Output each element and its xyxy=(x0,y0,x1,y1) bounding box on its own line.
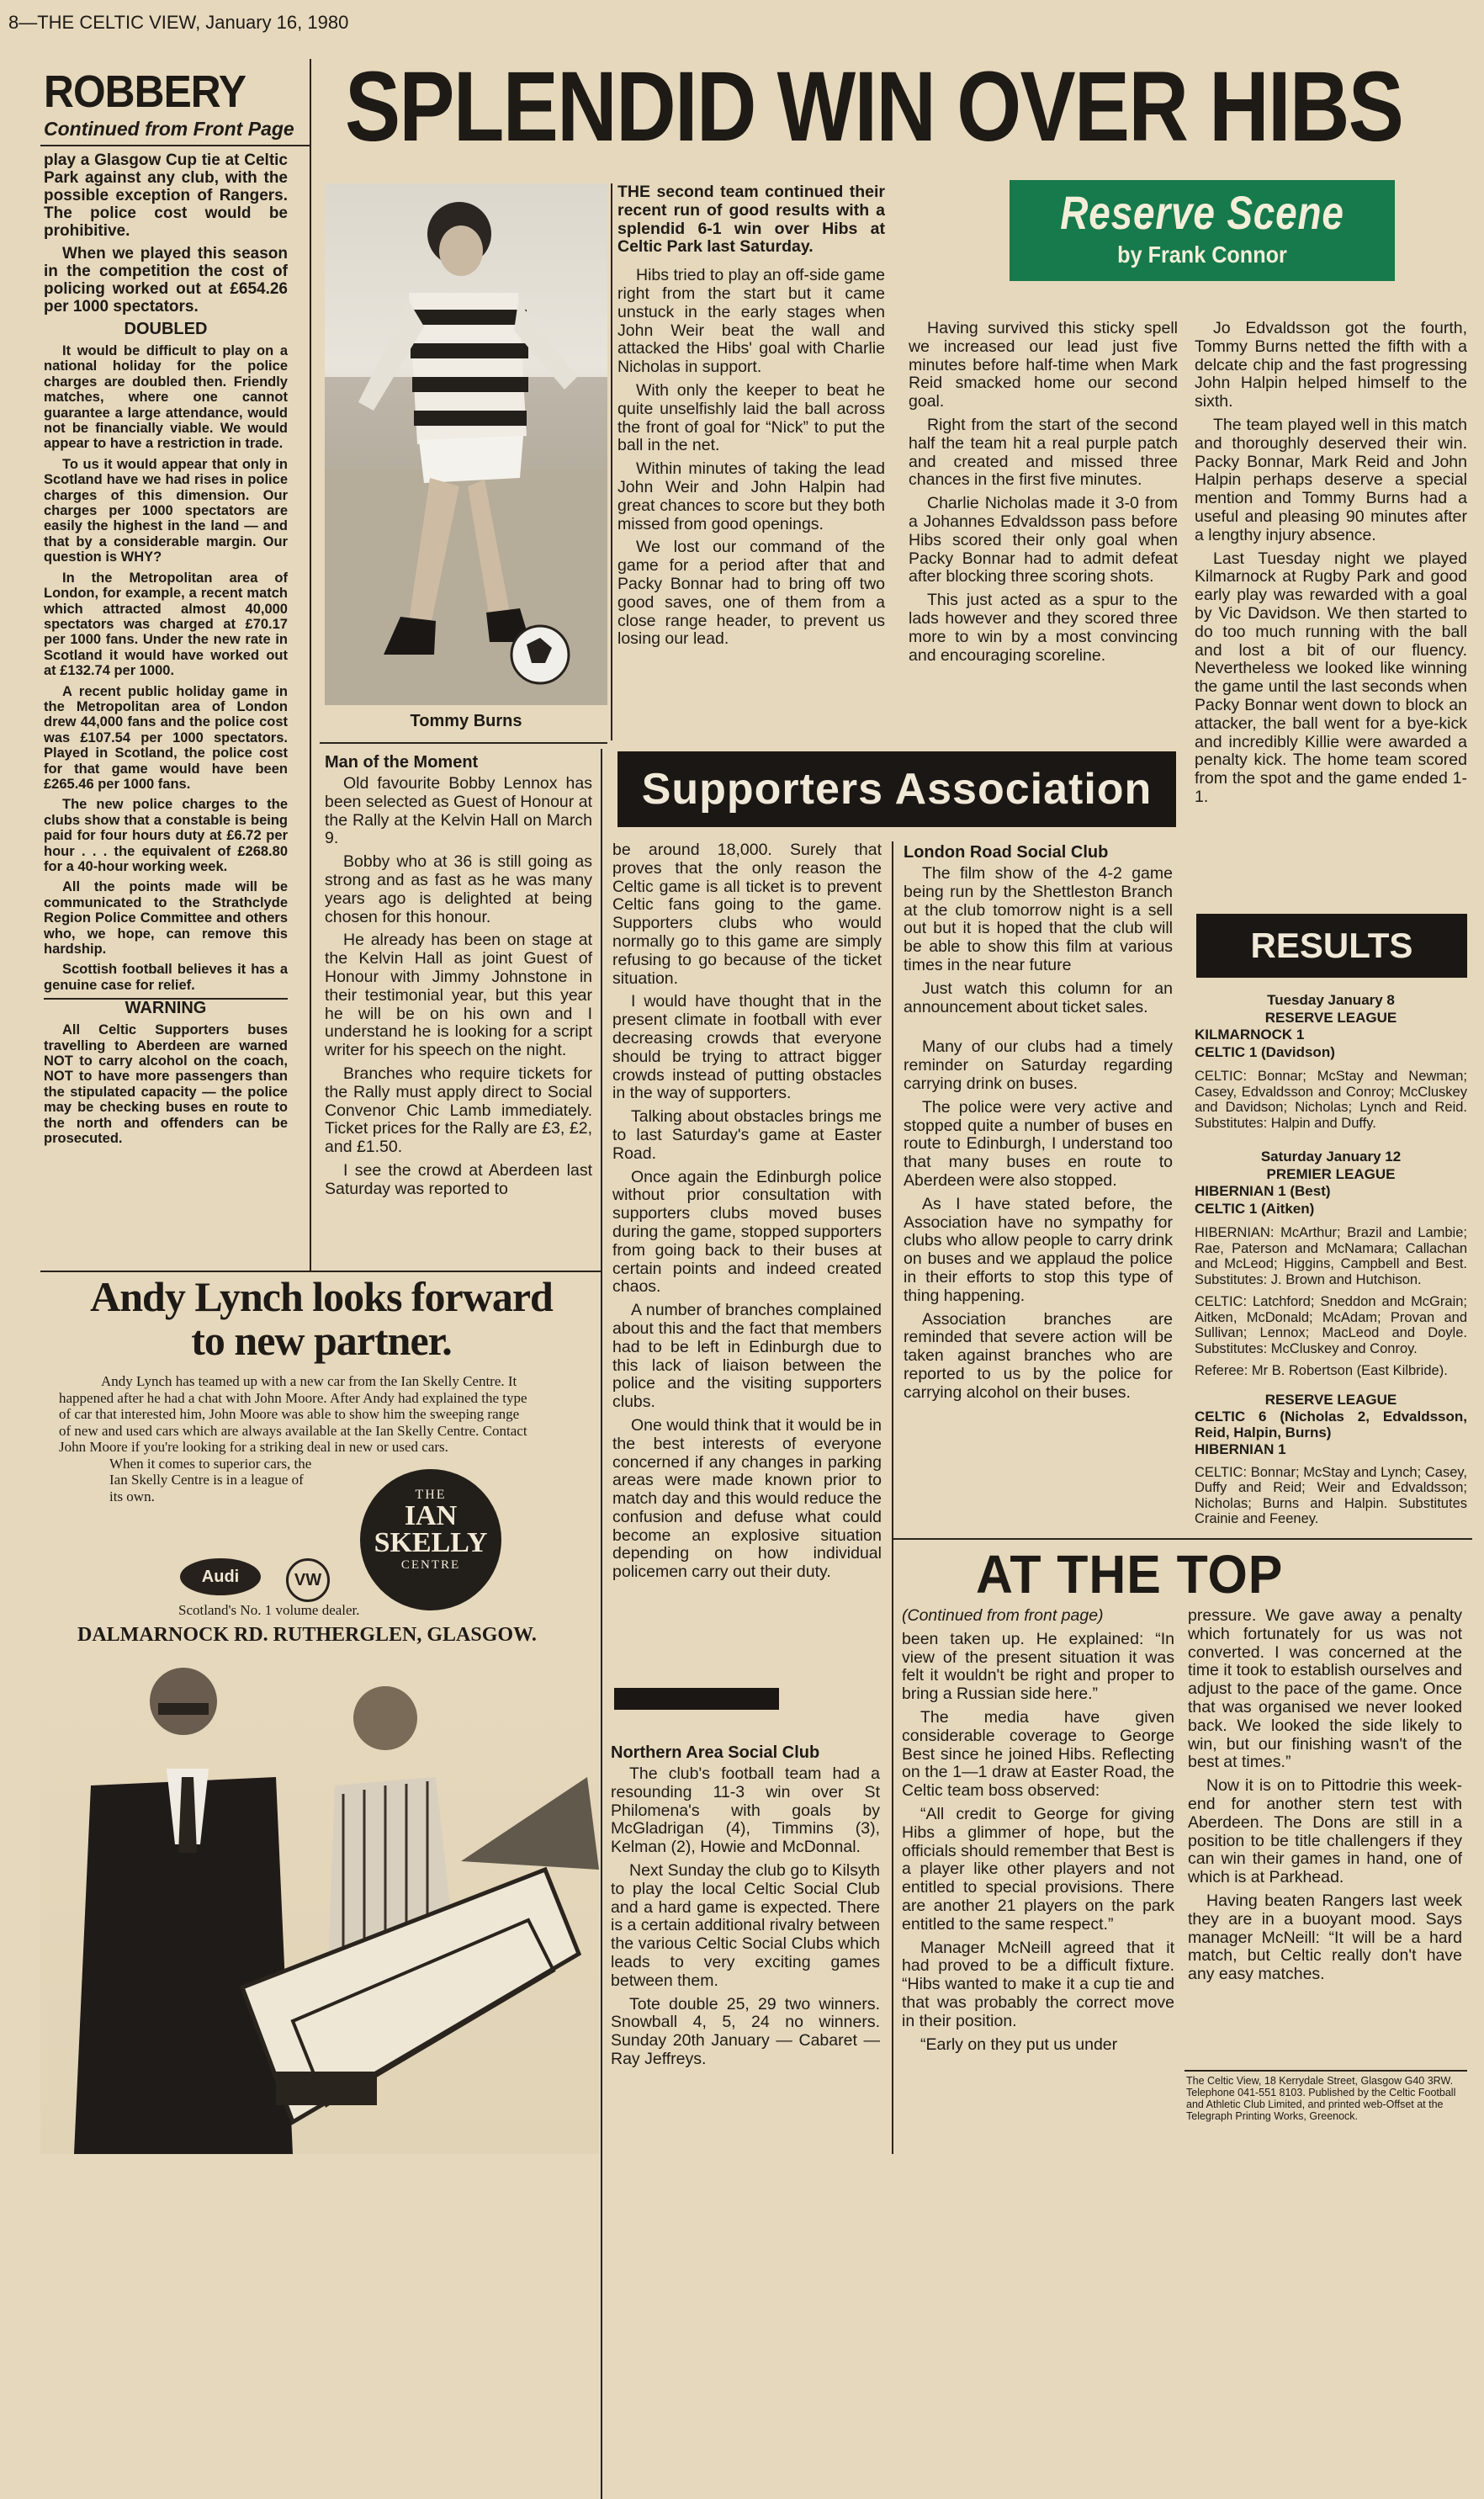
page-folio: 8—THE CELTIC VIEW, January 16, 1980 xyxy=(8,12,349,33)
moment-rule xyxy=(601,749,602,2499)
photo-column-rule xyxy=(611,183,612,740)
robbery-warning-text: All Celtic Supporters buses travelling to Aberdeen are warned NOT to carry alcohol on the coach, NOT to have more passengers than the stipulated capacity — the police may be checking buses en route to the north and offenders can be prosecuted. xyxy=(44,1022,288,1147)
sup-c3-p4: Association branches are reminded that severe action will be taken against branches who are reported to us by the police for carrying alcohol on their buses. xyxy=(904,1309,1173,1402)
sup-p4: Once again the Edinburgh police without prior consultation with supporters clubs moved buses during the game, stopped supporters from going back to their buses at certain points and indeed created chaos. xyxy=(612,1167,882,1297)
top-c1-p2: The media have given considerable coverage to George Best since he joined Hibs. Reflecting on the 1—1 draw at Easter Road, the Celtic team boss observed: xyxy=(902,1707,1174,1801)
robbery-p3: It would be difficult to play on a national holiday for the police charges are doubled then. Friendly matches, where one cannot guarantee a large attendance, would not be financially viable. We would appear to have a restriction in trade. xyxy=(44,343,288,452)
ad-body-text: Andy Lynch has teamed up with a new car from the Ian Skelly Centre. It happened after he had a chat with John Moore. After Andy had explained the type of car that interested him, John Moore was able to show him the sweeping range of new and used cars which are always available at the Ian Skelly Centre. Contact John Moore if you're looking for a striking deal in new or used cars. xyxy=(59,1373,527,1455)
robbery-body xyxy=(44,151,288,1152)
robbery-p7: The new police charges to the clubs show that a constable is being paid for four hours duty at £6.72 per hour . . . the equivalent of £268.80 for a 40-hour working week. xyxy=(44,797,288,874)
sup-p1: be around 18,000. Surely that proves that the only reason the Celtic game is all ticket is to prevent Celtic fans going to the game. Supporters clubs who would normally go to this game are simply refusing to go because of the ticket situation. xyxy=(612,841,882,988)
res1-team1: KILMARNOCK 1 xyxy=(1195,1027,1305,1043)
res1-lineup: CELTIC: Bonnar; McStay and Newman; Casey, Edvaldsson and Conroy; McCluskey and Davidson; Nicholas; Lynch and Reid. Substitutes: Halpin and Duffy. xyxy=(1195,1069,1467,1131)
res3-league: RESERVE LEAGUE xyxy=(1264,1391,1397,1408)
hibs-article-col1 xyxy=(617,183,885,654)
imprint: The Celtic View, 18 Kerrydale Street, Glasgow G40 3RW. Telephone 041-551 8103. Published by the Celtic Football and Athletic Club Limited, and printed web-Offset at the Telegraph Printing Works, Greenock. xyxy=(1186,2075,1456,2122)
top-c1-p1: been taken up. He explained: “In view of the present situation it was felt it wouldn't be right and proper to bring a Russian side here.” xyxy=(902,1629,1174,1704)
sup-c3-p1: Many of our clubs had a timely reminder on Saturday regarding carrying drink on buses. xyxy=(904,1037,1173,1093)
main-headline: SPLENDID WIN OVER HIBS xyxy=(345,51,1403,162)
robbery-sub-doubled: DOUBLED xyxy=(124,320,208,338)
hibs-lede: THE second team continued their recent run of good results with a splendid 6-1 win over Hibs at Celtic Park last Saturday. xyxy=(617,183,885,257)
at-the-top-title: AT THE TOP xyxy=(976,1544,1284,1605)
badge-centre: CENTRE xyxy=(400,1558,461,1572)
sup-p2: I would have thought that in the present climate in football with ever decreasing crowds that everyone should be trying to attract bigger crowds instead of putting obstacles in the way of supporters. xyxy=(612,992,882,1103)
vw-logo: VW xyxy=(286,1558,330,1602)
hibs-p4: We lost our command of the game for a period after that and Packy Bonnar had to bring off two good saves, one of them from a close range header, to prevent us losing our lead. xyxy=(617,538,885,649)
top-c1-p3: “All credit to George for giving Hibs a glimmer of hope, but the officials should remember that Best is a player like other players and not entitled to special provisions. There are another 21 players on the park entitled to the same respect.” xyxy=(902,1804,1174,1934)
northern-p2: Next Sunday the club go to Kilsyth to play the local Celtic Social Club and a hard game is expected. There is a certain additional rivalry between the various Celtic Social Clubs which leads to very exciting games between them. xyxy=(611,1860,880,1990)
moment-p3: He already has been on stage at the Kelvin Hall as joint Guest of Honour with Jimmy Johnstone in their testimonial year, but this year he will be on his own and I understand he is looking for a script writer for his speech on the night. xyxy=(325,931,592,1060)
tommy-burns-photo xyxy=(325,183,607,705)
results-banner: RESULTS xyxy=(1196,914,1467,978)
robbery-p4: To us it would appear that only in Scotland have we had rises in police charges of this dimension. Our charges per 1000 spectators are easily the highest in the land — and that by a considerable margin. Our question is WHY? xyxy=(44,456,288,565)
top-c1-p5: “Early on they put us under xyxy=(920,2035,1118,2054)
sup-c3-p2: The police were very active and stopped quite a number of buses en route to Edinburgh, I understand too that many buses en route to Aberdeen were also stopped. xyxy=(904,1097,1173,1190)
hibs-p3: Within minutes of taking the lead John Weir and John Halpin had great chances to score but they both missed from good openings. xyxy=(617,459,885,533)
moment-p5: I see the crowd at Aberdeen last Saturday was reported to xyxy=(325,1160,592,1198)
robbery-title: ROBBERY xyxy=(44,66,246,117)
london-road-head: London Road Social Club xyxy=(904,843,1109,862)
top-rule xyxy=(892,1538,1472,1540)
sup-p6: One would think that it would be in the best interests of everyone concerned if any changes in parking areas were made known prior to match day and this would reduce the confusion and defuse what could become an explosive situation depending on how individual policemen carry out their duty. xyxy=(612,1415,882,1582)
ad-photo xyxy=(40,1651,599,2154)
ad-headline-2: to new partner. xyxy=(191,1317,452,1364)
london-p1: The film show of the 4-2 game being run by the Shettleston Branch at the club tomorrow night is a sell out but it is hoped that the club will be able to show this film at various times in the near future xyxy=(904,864,1173,974)
robbery-p8: All the points made will be communicated to the Strathclyde Region Police Committee and others who, we hope, can remove this hardship. xyxy=(44,879,288,958)
robbery-p5: In the Metropolitan area of London, for example, a recent match which attracted almost 40,000 spectators was charged at £70.17 per 1000 fans. Under the new rate in Scotland it would have worked out at £132.74 per 1000. xyxy=(44,570,288,679)
hibs-c3-p3: Charlie Nicholas made it 3-0 from a Johannes Edvaldsson pass before Hibs scored their only goal when Packy Bonnar had to admit defeat after blocking three scoring shots. xyxy=(909,494,1178,586)
player-illustration xyxy=(325,183,607,705)
northern-separator-bar xyxy=(614,1688,779,1710)
photo-rule xyxy=(320,742,607,744)
res1-date: Tuesday January 8 xyxy=(1267,992,1395,1008)
top-c2-p3: Having beaten Rangers last week they are in a buoyant mood. Says manager McNeill: “It will be a hard match, but Celtic really don't have any easy matches. xyxy=(1188,1891,1462,1984)
imprint-rule xyxy=(1185,2070,1467,2072)
supporters-col1 xyxy=(612,841,882,1587)
res2-league: PREMIER LEAGUE xyxy=(1266,1165,1396,1182)
northern-p1: The club's football team had a resounding 11-3 win over St Philomena's with goals by McGladrigan (4), Timmins (3), Kelman (2), Howie and McDonnal. xyxy=(611,1764,880,1857)
robbery-rule xyxy=(40,145,310,146)
res2-team2: CELTIC 1 (Aitken) xyxy=(1195,1200,1315,1217)
res2-lineup1: HIBERNIAN: McArthur; Brazil and Lambie; Rae, Paterson and McNamara; Callachan and McLeod; Higgins, Campbell and Best. Substitutes: J. Brown and Hutchison. xyxy=(1195,1225,1467,1287)
supporters-col2 xyxy=(904,843,1173,1408)
supporters-banner: Supporters Association xyxy=(617,751,1176,827)
northern-head: Northern Area Social Club xyxy=(611,1743,820,1762)
ad-headline-1: Andy Lynch looks forward xyxy=(90,1273,553,1320)
res3-lineup: CELTIC: Bonnar; McStay and Lynch; Casey, Duffy and Reid; Weir and Edvaldsson; Nicholas; Burns and Halpin. Substitutes Crainie and Feeney. xyxy=(1195,1464,1467,1526)
badge-name-1: IAN xyxy=(404,1500,458,1531)
ad-photo-illustration xyxy=(40,1651,599,2154)
at-the-top-col2 xyxy=(1188,1607,1462,1989)
res2-date: Saturday January 12 xyxy=(1260,1149,1402,1165)
ad-address: DALMARNOCK RD. RUTHERGLEN, GLASGOW. xyxy=(77,1624,537,1646)
robbery-column-rule xyxy=(310,59,311,1271)
man-of-the-moment xyxy=(325,753,592,1204)
photo-caption: Tommy Burns xyxy=(410,712,522,730)
robbery-p1: play a Glasgow Cup tie at Celtic Park against any club, with the possible exception of Rangers. The police cost would be prohibitive. xyxy=(44,151,288,240)
top-c2-p1: pressure. We gave away a penalty which fortunately for us was not converted. I was concerned at the time it took to establish ourselves and adjust to the pace of the game. Once that was organised we never looked back. We looked the side likely to win, but our finishing wasn't of the best at times.” xyxy=(1188,1606,1462,1772)
moment-head: Man of the Moment xyxy=(325,753,479,772)
res1-league: RESERVE LEAGUE xyxy=(1264,1009,1397,1026)
top-kicker: (Continued from front page) xyxy=(902,1606,1104,1625)
hibs-c4-p3: Last Tuesday night we played Kilmarnock at Rugby Park and good early play was rewarded with a goal by Vic Davidson. We then started to do too much running with the ball and lost a bit of our fluency. Nevertheless we looked like winning the game until the last seconds when Packy Bonnar went down to block an attacker, the ball went for a bye-kick and incredibly Killie were awarded a penalty kick. The home team scored from the spot and the game ended 1-1. xyxy=(1195,549,1467,806)
hibs-c3-p1: Having survived this sticky spell we increased our lead just five minutes before half-time when Mark Reid smacked home our second goal. xyxy=(909,319,1178,411)
robbery-p2: When we played this season in the competition the cost of policing worked out at £654.26 per 1000 spectators. xyxy=(44,245,288,316)
hibs-p2: With only the keeper to beat he quite unselfishly laid the ball across the front of goal for “Nick” to put the ball in the net. xyxy=(617,380,885,455)
hibs-c3-p4: This just acted as a spur to the lads however and they scored three more to win by a most convincing and encouraging scoreline. xyxy=(909,591,1178,665)
hibs-article-col2 xyxy=(909,320,1178,670)
moment-p4: Branches who require tickets for the Rally must apply direct to Social Convenor Chic Lamb immediately. Ticket prices for the Rally are £3, £2, and £1.50. xyxy=(325,1064,592,1157)
hibs-p1: Hibs tried to play an off-side game right from the start but it came unstuck in the early stages when John Weir beat the wall and attacked the Hibs' goal with Charlie Nicholas in support. xyxy=(617,266,885,377)
robbery-sub-warning: WARNING xyxy=(125,999,207,1018)
sup-p5: A number of branches complained about this and the fact that members had to be left in Edinburgh due to this lack of liaison between the police and the visiting supporters clubs. xyxy=(612,1301,882,1412)
robbery-p9: Scottish football believes it has a genuine case for relief. xyxy=(44,962,288,993)
reserve-scene-byline: by Frank Connor xyxy=(1117,241,1287,268)
moment-p1: Old favourite Bobby Lennox has been selected as Guest of Honour at the Rally at the Kelvin Hall on March 9. xyxy=(325,774,592,848)
ad-body-text-2: When it comes to superior cars, the Ian Skelly Centre is in a league of its own. xyxy=(109,1455,312,1504)
top-c1-p4: Manager McNeill agreed that it had proved to be a difficult fixture. “Hibs wanted to make it a cup tie and that was probably the correct move in their position. xyxy=(902,1938,1174,2030)
moment-p2: Bobby who at 36 is still going as strong and as fast as he was many years ago is delighted at being chosen for this honour. xyxy=(325,852,592,926)
at-the-top-col1 xyxy=(902,1607,1174,2059)
hibs-c4-p2: The team played well in this match and thoroughly deserved their win. Packy Bonnar, Mark Reid and John Halpin perhaps deserve a special mention and Tommy Burns had a useful and pleasing 90 minutes after a lengthy injury absence. xyxy=(1195,415,1467,544)
hibs-article-col3 xyxy=(1195,320,1467,812)
badge-name-2: SKELLY xyxy=(374,1527,488,1558)
supporters-rule xyxy=(892,841,893,2154)
ian-skelly-badge xyxy=(360,1469,501,1610)
sup-c3-p3: As I have stated before, the Association have no sympathy for clubs who allow people to carry drink on buses and we applaud the police in their efforts to stop this type of thing happening. xyxy=(904,1194,1173,1305)
robbery-p6: A recent public holiday game in the Metropolitan area of London drew 44,000 fans and the police cost was £107.54 per 1000 spectators. Played in Scotland, the police cost for that game would have been £265.46 per 1000 fans. xyxy=(44,683,288,792)
ad-dealer: Scotland's No. 1 volume dealer. xyxy=(178,1602,360,1618)
sup-p3: Talking about obstacles brings me to last Saturday's game at Easter Road. xyxy=(612,1107,882,1163)
hibs-c4-p1: Jo Edvaldsson got the fourth, Tommy Burns netted the fifth with a delcate chip and the fast progressing John Halpin helped himself to the sixth. xyxy=(1195,319,1467,411)
northern-area-social-club xyxy=(611,1743,880,2074)
res2-team1: HIBERNIAN 1 (Best) xyxy=(1195,1183,1331,1199)
results-list xyxy=(1195,993,1467,1529)
res1-team2: CELTIC 1 (Davidson) xyxy=(1195,1043,1335,1060)
audi-logo: Audi xyxy=(180,1558,261,1595)
res2-lineup2: CELTIC: Latchford; Sneddon and McGrain; Aitken, McDonald; McAdam; Provan and Sullivan; Lennox; MacLeod and Doyle. Substitutes: McCluskey and Conroy. xyxy=(1195,1294,1467,1356)
northern-p3: Tote double 25, 29 two winners. Snowball 4, 5, 24 no winners. Sunday 20th January — Cabaret — Ray Jeffreys. xyxy=(611,1994,880,2068)
top-c2-p2: Now it is on to Pittodrie this week-end for another stern test with Aberdeen. The Dons are still in a position to be title challengers if they can win their games in hand, one of which is at Parkhead. xyxy=(1188,1776,1462,1887)
badge-the: THE xyxy=(415,1488,447,1502)
res2-referee: Referee: Mr B. Robertson (East Kilbride). xyxy=(1195,1363,1448,1378)
res3-team2: HIBERNIAN 1 xyxy=(1195,1441,1286,1457)
hibs-c3-p2: Right from the start of the second half the team hit a real purple patch and created and missed three chances in the first five minutes. xyxy=(909,415,1178,490)
london-p2: Just watch this column for an announcement about ticket sales. xyxy=(904,979,1173,1016)
reserve-scene-title: Reserve Scene xyxy=(1060,186,1344,239)
reserve-scene-box xyxy=(1010,180,1395,281)
res3-team1: CELTIC 6 (Nicholas 2, Edvaldsson, Reid, Halpin, Burns) xyxy=(1195,1409,1467,1441)
robbery-kicker: Continued from Front Page xyxy=(44,118,294,140)
